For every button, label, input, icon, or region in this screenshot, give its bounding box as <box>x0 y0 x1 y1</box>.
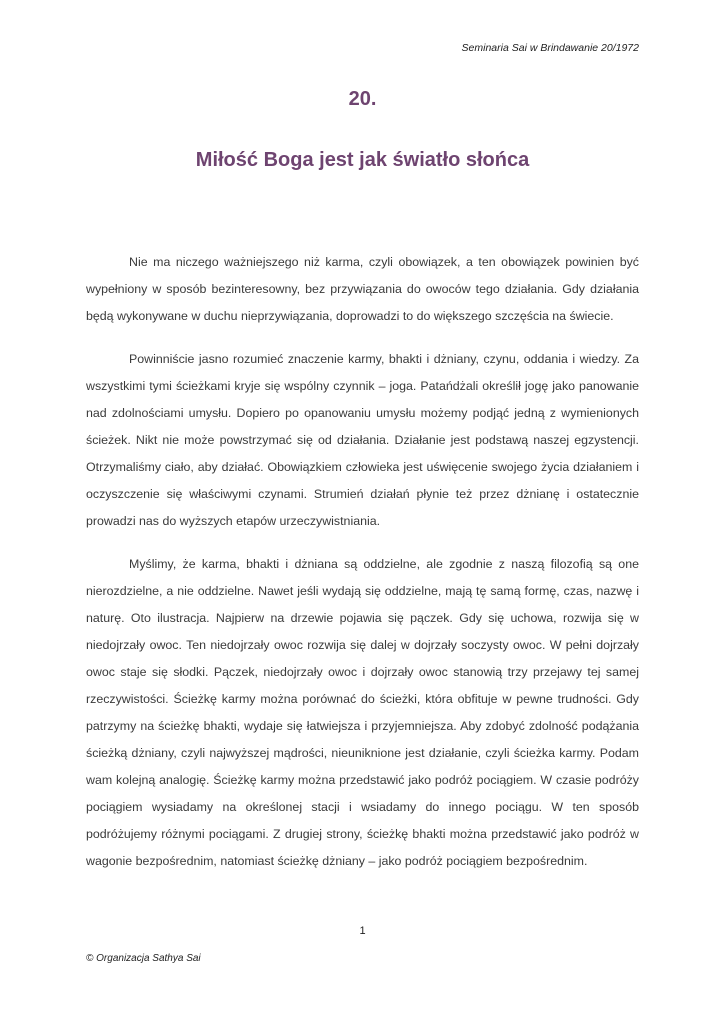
page-number: 1 <box>359 925 366 937</box>
body-text <box>86 249 639 891</box>
footer-copyright: © Organizacja Sathya Sai <box>86 953 201 964</box>
paragraph: Powinniście jasno rozumieć znaczenie karmy, bhakti i dżniany, czynu, oddania i wiedzy. Za wszystkimi tymi ścieżkami kryje się wspólny czynnik – joga. Patańdżali określił jogę jako panowanie nad zdolnościami umysłu. Dopiero po opanowaniu umysłu możemy podjąć jedną z wymienionych ścieżek. Nikt nie może powstrzymać się od działania. Działanie jest podstawą naszej egzystencji. Otrzymaliśmy ciało, aby działać. Obowiązkiem człowieka jest uświęcenie swojego życia działaniem i oczyszczenie się właściwymi czynami. Strumień działań płynie też przez dżnianę i ostatecznie prowadzi nas do wyższych etapów urzeczywistniania. <box>86 352 639 528</box>
chapter-number: 20. <box>348 88 377 110</box>
paragraph: Nie ma niczego ważniejszego niż karma, czyli obowiązek, a ten obowiązek powinien być wypełniony w sposób bezinteresowny, bez przywiązania do owoców tego działania. Gdy działania będą wykonywane w duchu nieprzywiązania, doprowadzi to do większego szczęścia na świecie. <box>86 255 639 323</box>
paragraph: Myślimy, że karma, bhakti i dżniana są oddzielne, ale zgodnie z naszą filozofią są one nierozdzielne, a nie oddzielne. Nawet jeśli wydają się oddzielne, mają tę samą formę, czas, nazwę i naturę. Oto ilustracja. Najpierw na drzewie pojawia się pączek. Gdy się uchowa, rozwija się w niedojrzały owoc. Ten niedojrzały owoc rozwija się dalej w dojrzały soczysty owoc. W pełni dojrzały owoc staje się słodki. Pączek, niedojrzały owoc i dojrzały owoc stanowią trzy przejawy tej samej rzeczywistości. Ścieżkę karmy można porównać do ścieżki, która obfituje w pewne trudności. Gdy patrzymy na ścieżkę bhakti, wydaje się łatwiejsza i przyjemniejsza. Aby zdobyć zdolność podążania ścieżką dżniany, czyli najwyższej mądrości, nieuniknione jest działanie, czyli ścieżka karmy. Podam wam kolejną analogię. Ścieżkę karmy można przedstawić jako podróż pociągiem. W czasie podróży pociągiem wysiadamy na określonej stacji i wsiadamy do innego pociągu. W ten sposób podróżujemy różnymi pociągami. Z drugiej strony, ścieżkę bhakti można przedstawić jako podróż w wagonie bezpośrednim, natomiast ścieżkę dżniany – jako podróż pociągiem bezpośrednim. <box>86 557 639 868</box>
chapter-title: Miłość Boga jest jak światło słońca <box>195 149 530 171</box>
running-header: Seminaria Sai w Brindawanie 20/1972 <box>461 42 639 54</box>
